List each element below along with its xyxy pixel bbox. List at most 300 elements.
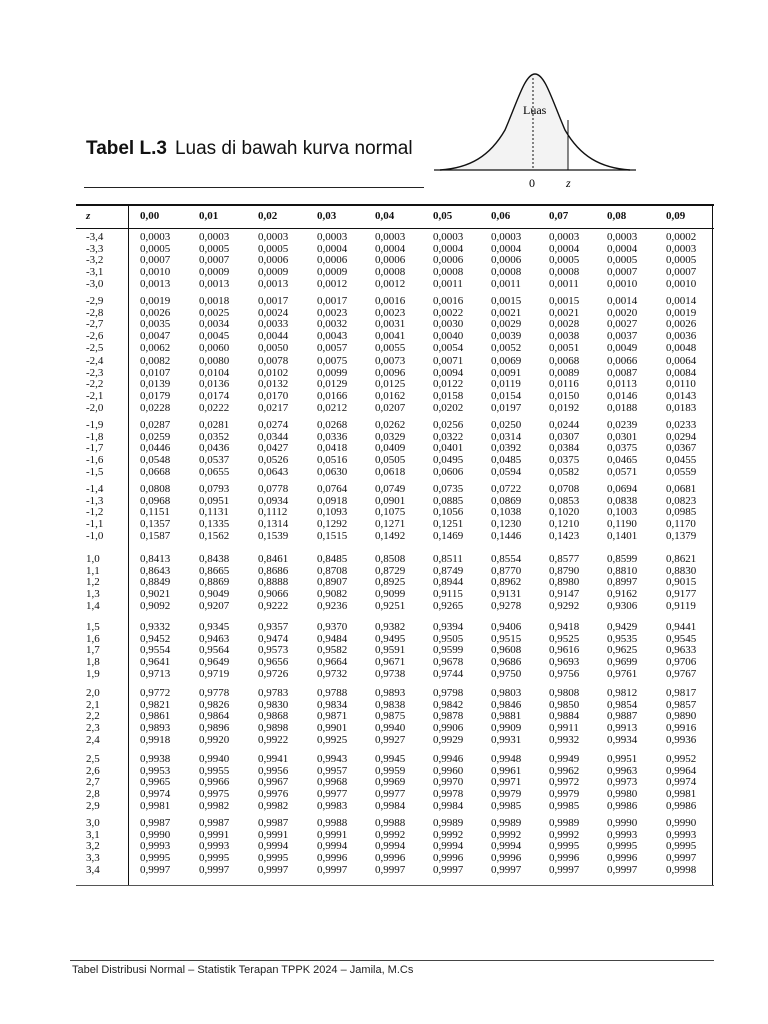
- probability-cell: 0,9979: [549, 788, 580, 801]
- probability-cell: 0,9982: [258, 799, 289, 812]
- probability-cell: 0,9671: [375, 656, 406, 669]
- probability-cell: 0,0031: [375, 318, 406, 331]
- probability-cell: 0,9994: [258, 840, 289, 853]
- probability-cell: 0,0764: [317, 483, 348, 495]
- probability-cell: 0,0239: [607, 419, 638, 431]
- probability-cell: 0,9995: [666, 840, 697, 853]
- table-row-group: [76, 622, 714, 680]
- z-value: 2,5: [86, 753, 100, 765]
- probability-cell: 0,0016: [433, 295, 464, 307]
- z-value: -1,9: [86, 419, 104, 431]
- probability-cell: 0,0268: [317, 419, 348, 431]
- probability-cell: 0,8944: [433, 576, 464, 589]
- probability-cell: 0,8621: [666, 553, 697, 565]
- probability-cell: 0,0446: [140, 442, 171, 455]
- table-row: [76, 601, 714, 613]
- probability-cell: 0,0668: [140, 465, 171, 478]
- probability-cell: 0,0040: [433, 330, 464, 343]
- table-row-group: [76, 356, 714, 414]
- probability-cell: 0,9940: [199, 753, 230, 765]
- probability-cell: 0,9887: [607, 710, 638, 723]
- probability-cell: 0,0026: [140, 306, 171, 319]
- probability-cell: 0,1112: [258, 506, 288, 519]
- table-row-group: [76, 818, 714, 876]
- probability-cell: 0,0006: [375, 254, 406, 267]
- probability-cell: 0,0024: [258, 306, 289, 319]
- probability-cell: 0,9951: [607, 753, 638, 765]
- header-col-4: 0,04: [375, 210, 395, 222]
- table-row: [76, 403, 714, 415]
- header-col-3: 0,03: [317, 210, 337, 222]
- probability-cell: 0,0485: [491, 454, 522, 467]
- probability-cell: 0,9906: [433, 722, 464, 735]
- probability-cell: 0,9382: [375, 621, 406, 633]
- probability-cell: 0,0003: [317, 231, 348, 243]
- probability-cell: 0,9978: [433, 788, 464, 801]
- probability-cell: 0,9429: [607, 621, 638, 633]
- probability-cell: 0,1003: [607, 506, 638, 519]
- header-col-5: 0,05: [433, 210, 453, 222]
- probability-cell: 0,9992: [549, 828, 580, 841]
- probability-cell: 0,8511: [433, 553, 463, 565]
- probability-cell: 0,1401: [607, 529, 638, 542]
- probability-cell: 0,9066: [258, 588, 289, 601]
- probability-cell: 0,0146: [607, 390, 638, 403]
- probability-cell: 0,9021: [140, 588, 171, 601]
- probability-cell: 0,9251: [375, 599, 406, 612]
- z-value: -2,8: [86, 306, 104, 319]
- probability-cell: 0,0778: [258, 483, 289, 495]
- table-row: [76, 622, 714, 634]
- probability-cell: 0,9993: [140, 840, 171, 853]
- probability-cell: 0,9964: [666, 764, 697, 777]
- probability-cell: 0,9265: [433, 599, 464, 612]
- probability-cell: 0,0021: [549, 306, 580, 319]
- probability-cell: 0,0011: [549, 277, 579, 290]
- probability-cell: 0,8485: [317, 553, 348, 565]
- probability-cell: 0,9115: [433, 588, 463, 601]
- z-value: 1,9: [86, 667, 100, 680]
- probability-cell: 0,0003: [433, 231, 464, 243]
- z-value: 2,0: [86, 687, 100, 699]
- probability-cell: 0,9625: [607, 644, 638, 657]
- z-value: 3,2: [86, 840, 100, 853]
- probability-cell: 0,9988: [375, 817, 406, 829]
- probability-cell: 0,9641: [140, 656, 171, 669]
- probability-cell: 0,9972: [549, 776, 580, 789]
- probability-cell: 0,9726: [258, 667, 289, 680]
- probability-cell: 0,9995: [258, 852, 289, 865]
- probability-cell: 0,9418: [549, 621, 580, 633]
- probability-cell: 0,0005: [199, 242, 230, 255]
- probability-cell: 0,0003: [258, 231, 289, 243]
- probability-cell: 0,0009: [258, 266, 289, 279]
- probability-cell: 0,8997: [607, 576, 638, 589]
- probability-cell: 0,0102: [258, 366, 289, 379]
- probability-cell: 0,0455: [666, 454, 697, 467]
- probability-cell: 0,0869: [491, 494, 522, 507]
- probability-cell: 0,9960: [433, 764, 464, 777]
- probability-cell: 0,9993: [666, 828, 697, 841]
- probability-cell: 0,0060: [199, 341, 230, 354]
- probability-cell: 0,0694: [607, 483, 638, 495]
- probability-cell: 0,9983: [317, 799, 348, 812]
- z-value: 3,0: [86, 817, 100, 829]
- probability-cell: 0,9946: [433, 753, 464, 765]
- probability-cell: 0,8729: [375, 564, 406, 577]
- probability-cell: 0,9119: [666, 599, 696, 612]
- probability-cell: 0,0256: [433, 419, 464, 431]
- probability-cell: 0,0006: [258, 254, 289, 267]
- z-value: 3,4: [86, 863, 100, 876]
- table-row: [76, 232, 714, 244]
- probability-cell: 0,0007: [607, 266, 638, 279]
- probability-cell: 0,0012: [375, 277, 406, 290]
- probability-cell: 0,9997: [549, 863, 580, 876]
- probability-cell: 0,0015: [549, 295, 580, 307]
- title-underline: [84, 187, 424, 188]
- probability-cell: 0,0073: [375, 355, 406, 367]
- table-row: [76, 343, 714, 355]
- probability-cell: 0,9783: [258, 687, 289, 699]
- probability-cell: 0,9821: [140, 698, 171, 711]
- footer-rule: [70, 960, 714, 961]
- probability-cell: 0,0003: [491, 231, 522, 243]
- probability-cell: 0,9985: [549, 799, 580, 812]
- probability-cell: 0,0367: [666, 442, 697, 455]
- probability-cell: 0,9984: [433, 799, 464, 812]
- probability-cell: 0,0495: [433, 454, 464, 467]
- probability-cell: 0,1587: [140, 529, 171, 542]
- probability-cell: 0,8749: [433, 564, 464, 577]
- probability-cell: 0,0104: [199, 366, 230, 379]
- probability-cell: 0,9878: [433, 710, 464, 723]
- probability-cell: 0,0005: [607, 254, 638, 267]
- probability-cell: 0,0274: [258, 419, 289, 431]
- probability-cell: 0,0188: [607, 401, 638, 414]
- probability-cell: 0,0314: [491, 430, 522, 443]
- probability-cell: 0,9949: [549, 753, 580, 765]
- table-row: [76, 356, 714, 368]
- probability-cell: 0,0013: [199, 277, 230, 290]
- probability-cell: 0,9177: [666, 588, 697, 601]
- probability-cell: 0,0122: [433, 378, 464, 391]
- probability-cell: 0,0010: [607, 277, 638, 290]
- probability-cell: 0,8665: [199, 564, 230, 577]
- probability-cell: 0,9961: [491, 764, 522, 777]
- probability-cell: 0,0951: [199, 494, 230, 507]
- probability-cell: 0,9893: [140, 722, 171, 735]
- probability-cell: 0,9982: [199, 799, 230, 812]
- probability-cell: 0,9798: [433, 687, 464, 699]
- probability-cell: 0,8599: [607, 553, 638, 565]
- z-value: -3,0: [86, 277, 104, 290]
- probability-cell: 0,9817: [666, 687, 697, 699]
- probability-cell: 0,0057: [317, 341, 348, 354]
- probability-cell: 0,0107: [140, 366, 171, 379]
- probability-cell: 0,9994: [317, 840, 348, 853]
- probability-cell: 0,0143: [666, 390, 697, 403]
- probability-cell: 0,0013: [258, 277, 289, 290]
- probability-cell: 0,9868: [258, 710, 289, 723]
- probability-cell: 0,8461: [258, 553, 289, 565]
- probability-cell: 0,9995: [607, 840, 638, 853]
- probability-cell: 0,9909: [491, 722, 522, 735]
- probability-cell: 0,9719: [199, 667, 230, 680]
- probability-cell: 0,9896: [199, 722, 230, 735]
- probability-cell: 0,1515: [317, 529, 348, 542]
- probability-cell: 0,0007: [199, 254, 230, 267]
- probability-cell: 0,1151: [140, 506, 170, 519]
- area-label: Luas: [523, 103, 547, 117]
- probability-cell: 0,0418: [317, 442, 348, 455]
- probability-cell: 0,9901: [317, 722, 348, 735]
- probability-cell: 0,0036: [666, 330, 697, 343]
- probability-cell: 0,0071: [433, 355, 464, 367]
- probability-cell: 0,9995: [199, 852, 230, 865]
- table-row-group: [76, 420, 714, 478]
- probability-cell: 0,9971: [491, 776, 522, 789]
- probability-cell: 0,1093: [317, 506, 348, 519]
- probability-cell: 0,8925: [375, 576, 406, 589]
- z-value: 2,9: [86, 799, 100, 812]
- probability-cell: 0,9989: [549, 817, 580, 829]
- z-value: -3,4: [86, 231, 104, 243]
- probability-cell: 0,9812: [607, 687, 638, 699]
- probability-cell: 0,9608: [491, 644, 522, 657]
- table-bottom-rule: [76, 885, 714, 886]
- table-row-group: [76, 296, 714, 354]
- probability-cell: 0,0022: [433, 306, 464, 319]
- probability-cell: 0,0025: [199, 306, 230, 319]
- probability-cell: 0,0027: [607, 318, 638, 331]
- probability-cell: 0,0136: [199, 378, 230, 391]
- probability-cell: 0,9997: [666, 852, 697, 865]
- probability-cell: 0,0375: [607, 442, 638, 455]
- probability-cell: 0,9838: [375, 698, 406, 711]
- probability-cell: 0,0029: [491, 318, 522, 331]
- probability-cell: 0,0084: [666, 366, 697, 379]
- probability-cell: 0,9996: [433, 852, 464, 865]
- probability-cell: 0,0010: [666, 277, 697, 290]
- probability-cell: 0,9994: [491, 840, 522, 853]
- probability-cell: 0,0010: [140, 266, 171, 279]
- probability-cell: 0,9931: [491, 733, 522, 746]
- probability-cell: 0,0329: [375, 430, 406, 443]
- table-caption: Luas di bawah kurva normal: [174, 138, 413, 159]
- z-value: 2,4: [86, 733, 100, 746]
- table-row: [76, 735, 714, 747]
- probability-cell: 0,9997: [140, 863, 171, 876]
- probability-cell: 0,0002: [666, 231, 697, 243]
- probability-cell: 0,9394: [433, 621, 464, 633]
- table-row: [76, 789, 714, 801]
- probability-cell: 0,9993: [607, 828, 638, 841]
- probability-cell: 0,0030: [433, 318, 464, 331]
- probability-cell: 0,0384: [549, 442, 580, 455]
- probability-cell: 0,0322: [433, 430, 464, 443]
- probability-cell: 0,8980: [549, 576, 580, 589]
- probability-cell: 0,0287: [140, 419, 171, 431]
- shaded-area: [440, 74, 568, 170]
- table-row: [76, 296, 714, 308]
- probability-cell: 0,8686: [258, 564, 289, 577]
- probability-cell: 0,9984: [375, 799, 406, 812]
- probability-cell: 0,0006: [433, 254, 464, 267]
- probability-cell: 0,8413: [140, 553, 171, 565]
- probability-cell: 0,0985: [666, 506, 697, 519]
- z-value: -1,2: [86, 506, 104, 519]
- z-value: -2,3: [86, 366, 104, 379]
- probability-cell: 0,0336: [317, 430, 348, 443]
- z-value: -2,6: [86, 330, 104, 343]
- probability-cell: 0,9957: [317, 764, 348, 777]
- probability-cell: 0,9962: [549, 764, 580, 777]
- probability-cell: 0,9222: [258, 599, 289, 612]
- probability-cell: 0,9884: [549, 710, 580, 723]
- probability-cell: 0,0011: [433, 277, 463, 290]
- probability-cell: 0,8577: [549, 553, 580, 565]
- probability-cell: 0,8643: [140, 564, 171, 577]
- probability-cell: 0,9986: [607, 799, 638, 812]
- table-row: [76, 801, 714, 813]
- probability-cell: 0,9994: [375, 840, 406, 853]
- probability-cell: 0,8869: [199, 576, 230, 589]
- probability-cell: 0,0170: [258, 390, 289, 403]
- probability-cell: 0,0244: [549, 419, 580, 431]
- probability-cell: 0,0017: [258, 295, 289, 307]
- probability-cell: 0,0034: [199, 318, 230, 331]
- probability-cell: 0,0375: [549, 454, 580, 467]
- probability-cell: 0,9788: [317, 687, 348, 699]
- probability-cell: 0,9997: [199, 863, 230, 876]
- probability-cell: 0,0014: [607, 295, 638, 307]
- z-value: -1,6: [86, 454, 104, 467]
- normal-curve-figure: [430, 60, 640, 195]
- z-value: 2,3: [86, 722, 100, 735]
- probability-cell: 0,9943: [317, 753, 348, 765]
- probability-cell: 0,8708: [317, 564, 348, 577]
- probability-cell: 0,9989: [491, 817, 522, 829]
- probability-cell: 0,8907: [317, 576, 348, 589]
- probability-cell: 0,0013: [140, 277, 171, 290]
- probability-cell: 0,1190: [607, 518, 637, 531]
- probability-cell: 0,9857: [666, 698, 697, 711]
- probability-cell: 0,9441: [666, 621, 697, 633]
- probability-cell: 0,0047: [140, 330, 171, 343]
- probability-cell: 0,0039: [491, 330, 522, 343]
- table-row: [76, 391, 714, 403]
- probability-cell: 0,0003: [199, 231, 230, 243]
- probability-cell: 0,0020: [607, 306, 638, 319]
- probability-cell: 0,9973: [607, 776, 638, 789]
- probability-cell: 0,0038: [549, 330, 580, 343]
- probability-cell: 0,0202: [433, 401, 464, 414]
- probability-cell: 0,0066: [607, 355, 638, 367]
- probability-cell: 0,9525: [549, 632, 580, 645]
- probability-cell: 0,0018: [199, 295, 230, 307]
- table-row: [76, 455, 714, 467]
- probability-cell: 0,0064: [666, 355, 697, 367]
- probability-cell: 0,0017: [317, 295, 348, 307]
- probability-cell: 0,9808: [549, 687, 580, 699]
- z-value: -1,1: [86, 518, 104, 531]
- probability-cell: 0,9573: [258, 644, 289, 657]
- probability-cell: 0,0643: [258, 465, 289, 478]
- probability-cell: 0,0655: [199, 465, 230, 478]
- probability-cell: 0,9846: [491, 698, 522, 711]
- table-row-group: [76, 554, 714, 612]
- probability-cell: 0,9985: [491, 799, 522, 812]
- probability-cell: 0,0526: [258, 454, 289, 467]
- probability-cell: 0,0548: [140, 454, 171, 467]
- probability-cell: 0,9699: [607, 656, 638, 669]
- probability-cell: 0,9987: [140, 817, 171, 829]
- probability-cell: 0,9871: [317, 710, 348, 723]
- probability-cell: 0,9778: [199, 687, 230, 699]
- probability-cell: 0,0207: [375, 401, 406, 414]
- probability-cell: 0,0228: [140, 401, 171, 414]
- probability-cell: 0,9991: [199, 828, 230, 841]
- table-row: [76, 467, 714, 479]
- probability-cell: 0,9463: [199, 632, 230, 645]
- header-col-2: 0,02: [258, 210, 278, 222]
- probability-cell: 0,0045: [199, 330, 230, 343]
- probability-cell: 0,9920: [199, 733, 230, 746]
- page-footer: Tabel Distribusi Normal – Statistik Terapan TPPK 2024 – Jamila, M.Cs: [72, 964, 414, 976]
- probability-cell: 0,0068: [549, 355, 580, 367]
- probability-cell: 0,9236: [317, 599, 348, 612]
- probability-cell: 0,0116: [549, 378, 579, 391]
- probability-cell: 0,9756: [549, 667, 580, 680]
- probability-cell: 0,0217: [258, 401, 289, 414]
- probability-cell: 0,8810: [607, 564, 638, 577]
- probability-cell: 0,8554: [491, 553, 522, 565]
- probability-cell: 0,0087: [607, 366, 638, 379]
- z-value: -1,3: [86, 494, 104, 507]
- probability-cell: 0,0110: [666, 378, 696, 391]
- probability-cell: 0,0023: [317, 306, 348, 319]
- table-header-rule: [76, 228, 714, 229]
- probability-cell: 0,9452: [140, 632, 171, 645]
- probability-cell: 0,9803: [491, 687, 522, 699]
- probability-cell: 0,9996: [317, 852, 348, 865]
- z-value: 1,8: [86, 656, 100, 669]
- probability-cell: 0,0125: [375, 378, 406, 391]
- probability-cell: 0,9826: [199, 698, 230, 711]
- probability-cell: 0,0166: [317, 390, 348, 403]
- probability-cell: 0,0197: [491, 401, 522, 414]
- probability-cell: 0,0008: [549, 266, 580, 279]
- table-row: [76, 865, 714, 877]
- probability-cell: 0,9992: [375, 828, 406, 841]
- z-value: -2,7: [86, 318, 104, 331]
- table-row: [76, 519, 714, 531]
- probability-cell: 0,9713: [140, 667, 171, 680]
- probability-cell: 0,0735: [433, 483, 464, 495]
- table-row-group: [76, 754, 714, 812]
- probability-cell: 0,0192: [549, 401, 580, 414]
- probability-cell: 0,0427: [258, 442, 289, 455]
- probability-cell: 0,0055: [375, 341, 406, 354]
- probability-cell: 0,0003: [140, 231, 171, 243]
- probability-cell: 0,0174: [199, 390, 230, 403]
- probability-cell: 0,9495: [375, 632, 406, 645]
- table-row: [76, 531, 714, 543]
- header-col-6: 0,06: [491, 210, 511, 222]
- probability-cell: 0,0007: [666, 266, 697, 279]
- probability-cell: 0,9996: [375, 852, 406, 865]
